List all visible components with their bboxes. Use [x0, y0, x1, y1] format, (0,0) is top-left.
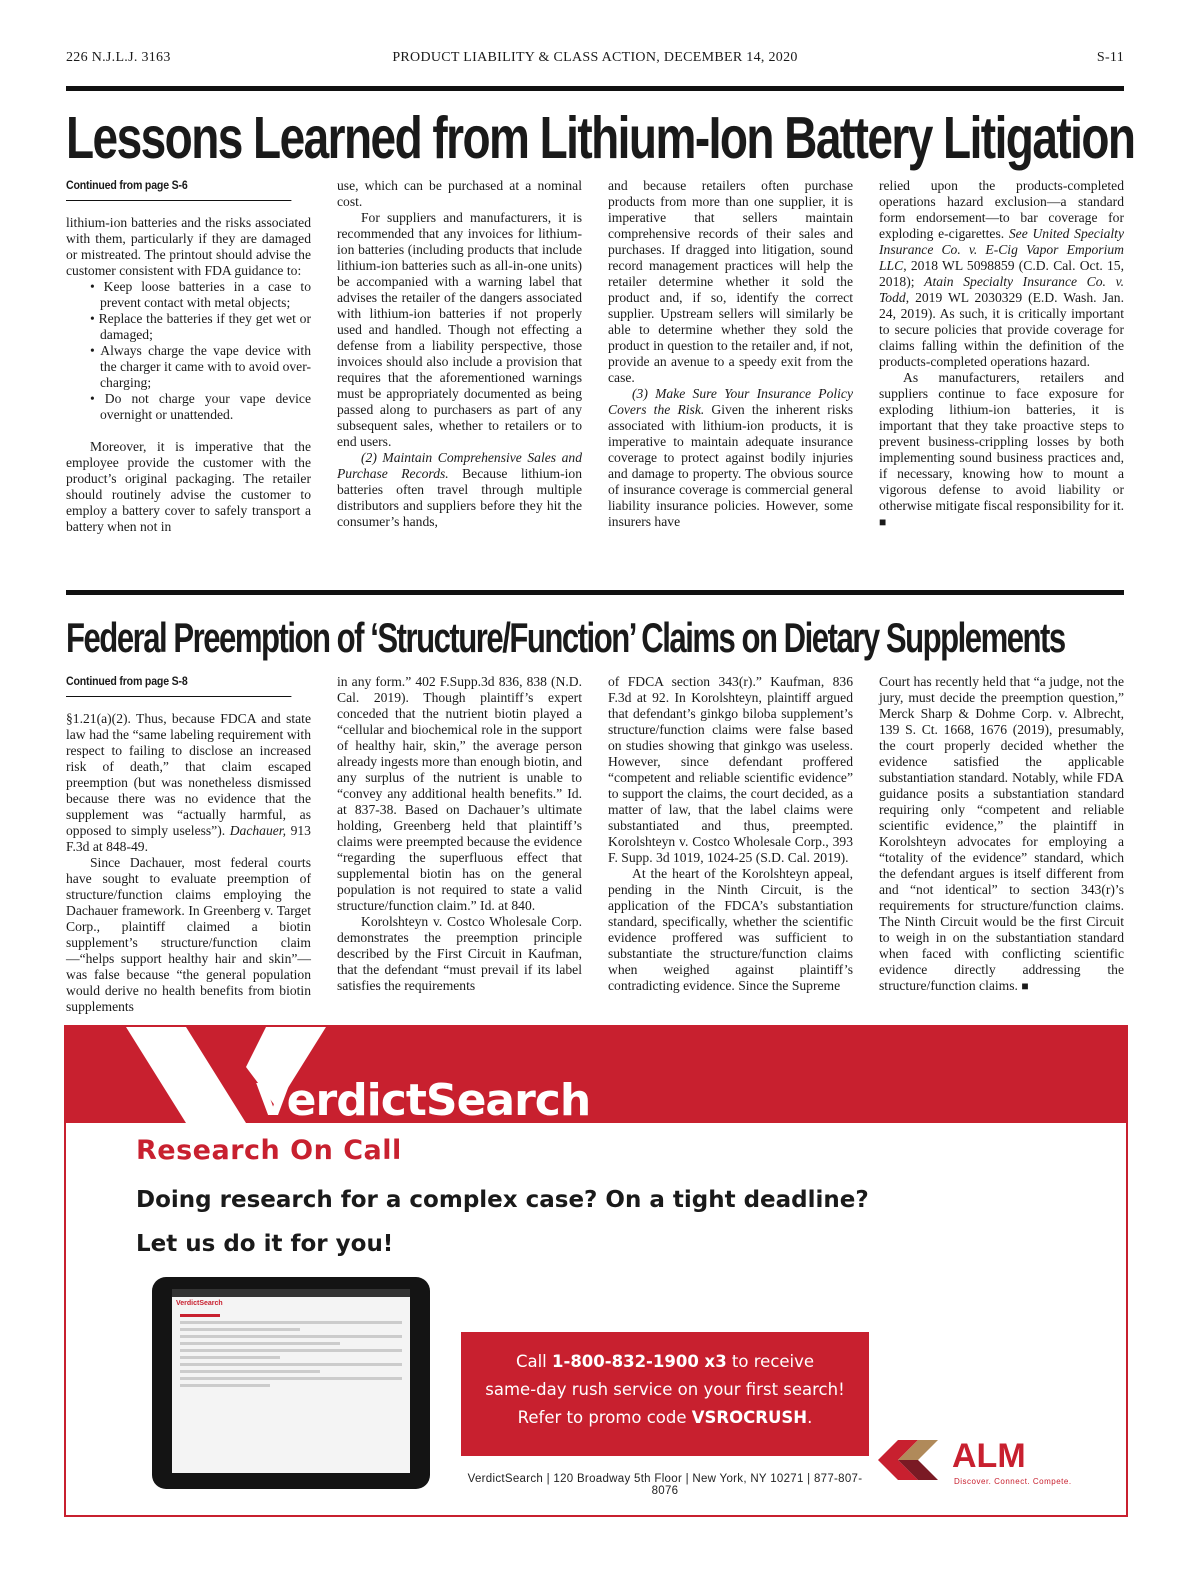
ad-address: VerdictSearch | 120 Broadway 5th Floor | New York, NY 10271 | 877-807-8076: [467, 1473, 863, 1497]
paragraph: relied upon the products-completed operations hazard exclusion—a standard form endorsement—to bar coverage for exploding e-cigarettes. See United Specialty Insurance Co. v. E-Cig Vapor Emporium LLC, 2018 WL 5098859 (C.D. Cal. Oct. 15, 2018); Atain Specialty Insurance Co. v. Todd, 2019 WL 2030329 (E.D. Wash. Jan. 24, 2019). As such, it is critically important to secure policies that provide coverage for claims falling within the definition of the products-completed operations hazard.: [879, 178, 1125, 369]
subheading: (3) Make Sure Your Insurance Policy Covers the Risk.: [608, 386, 853, 417]
page-header: [66, 50, 1124, 68]
paragraph: For suppliers and manufacturers, it is recommended that any invoices for lithium-ion batteries (including products that include lithium-ion batteries such as all-in-one units) be accompanied with a warning label that advises the retailer of the dangers associated with lithium-ion batteries if not properly used and handled. Though not effecting a defense from a liability perspective, those invoices should also include a provision that requires that the aforementioned warnings must be appropriately documented as being passed along to purchasers as part of any subsequent sales, whether to retailers or to end users.: [337, 210, 582, 449]
brand-name: VerdictSearch: [256, 1075, 591, 1126]
paragraph: Court has recently held that “a judge, not the jury, must decide the preemption question,” Merck Sharp & Dohme Corp. v. Albrecht, 139 S. Ct. 1668, 1676 (2019), presumably, the court properly decided whether the evidence satisfied the applicable substantiation standard. Notably, while FDA guidance posits a substantiation standard requiring only “competent and reliable scientific evidence,” the plaintiff in Korolshteyn advocates for employing a “totality of the evidence” standard, which the defendant argues is itself different from and “not identical” to section 343(r)’s requirements for structure/function claims. The Ninth Circuit would be the first Circuit to weigh in on the substantiation standard when faced with conflicting scientific evidence directly addressing the structure/function claims. ■: [879, 674, 1124, 993]
ad-tagline: Let us do it for you!: [136, 1231, 394, 1257]
section-rule: [66, 590, 1124, 595]
article-title-lithium: Lessons Learned from Lithium-Ion Battery Litigation: [66, 105, 1135, 171]
list-item: • Always charge the vape device with the charger it came with to avoid over-charging;: [66, 343, 311, 391]
verdictsearch-ad[interactable]: [64, 1025, 1128, 1517]
paragraph: use, which can be purchased at a nominal cost.: [337, 178, 582, 209]
paragraph: of FDCA section 343(r).” Kaufman, 836 F.3d at 92. In Korolshteyn, plaintiff argued that defendant’s ginkgo biloba supplement’s structure/function claims were false based on studies showing that ginkgo was useless. However, since defendant proffered “competent and reliable scientific evidence” to support the claims, the court decided, as a matter of law, that the label claims were substantiated and thus, preempted. Korolshteyn v. Costco Wholesale Corp., 393 F. Supp. 3d 1019, 1024-25 (S.D. Cal. 2019).: [608, 674, 853, 865]
ad-subtitle: Research On Call: [136, 1135, 402, 1166]
article1-column-2: [337, 178, 582, 530]
page-number: S-11: [1096, 50, 1124, 65]
promo-code: VSROCRUSH: [691, 1408, 808, 1427]
paragraph: in any form.” 402 F.Supp.3d 836, 838 (N.D. Cal. 2019). Though plaintiff’s expert conceded that the nutrient biotin played a “cellular and biochemical role in the support of healthy hair, skin,” the average person already ingests more than enough biotin, and any surplus of the nutrient is unable to “convey any additional health benefits.” Id. at 837-38. Based on Dachauer’s ultimate holding, Greenberg held that plaintiff’s claims were preempted because the evidence “regarding the superfluous effect that supplemental biotin has on the general population is not required to state a valid structure/function claim.” Id. at 840.: [337, 674, 582, 913]
paragraph: (2) Maintain Comprehensive Sales and Purchase Records. Because lithium-ion batteries often travel through multiple distributors and suppliers before they hit the consumer’s hands,: [337, 450, 582, 529]
article1-column-4: [879, 178, 1124, 530]
list-item: • Replace the batteries if they get wet or damaged;: [66, 311, 311, 343]
article1-column-1: [66, 178, 311, 535]
promo-box[interactable]: [461, 1332, 869, 1456]
end-mark: ■: [879, 515, 887, 529]
list-item: • Do not charge your vape device overnight or unattended.: [66, 391, 311, 423]
article-title-preemption: Federal Preemption of ‘Structure/Function’ Claims on Dietary Supplements: [66, 614, 1065, 661]
ad-question: Doing research for a complex case? On a tight deadline?: [136, 1187, 869, 1213]
paragraph: As manufacturers, retailers and suppliers continue to face exposure for exploding lithium-ion batteries, it is important that they take proactive steps to prevent business-crippling losses by both implementing sound business practices and, if necessary, knowing how to mount a vigorous defense to avoid liability or otherwise mitigate fiscal responsibility for it. ■: [879, 370, 1124, 529]
paragraph: At the heart of the Korolshteyn appeal, pending in the Ninth Circuit, is the application of the FDCA’s substantiation standard, specifically, whether the scientific evidence proffered was sufficient to substantiate the structure/function claims when weighed against plaintiff’s contradicting evidence. Since the Supreme: [608, 866, 853, 993]
phone-number[interactable]: 1-800-832-1900 x3: [551, 1352, 727, 1371]
alm-tagline: Discover. Connect. Compete.: [954, 1477, 1072, 1486]
subheading: (2) Maintain Comprehensive Sales and Purchase Records.: [337, 450, 582, 481]
tablet-image: [152, 1277, 430, 1489]
paragraph: (3) Make Sure Your Insurance Policy Covers the Risk. Given the inherent risks associated with lithium-ion products, it is imperative to maintain adequate insurance coverage to protect against bodily injuries and damage to property. The obvious source of insurance coverage is commercial general liability insurance policies. However, some insurers have: [608, 386, 853, 529]
tablet-screen: [172, 1289, 410, 1473]
list-item: • Keep loose batteries in a case to prevent contact with metal objects;: [66, 279, 311, 311]
continued-label: Continued from page S-8: [66, 674, 291, 697]
article2-column-3: [608, 674, 853, 994]
end-mark: ■: [1021, 979, 1029, 993]
publication-line: PRODUCT LIABILITY & CLASS ACTION, DECEMBER 14, 2020: [392, 50, 798, 65]
citation: 226 N.J.L.J. 3163: [66, 50, 171, 65]
ad-banner: [66, 1027, 1126, 1126]
alm-logo: [878, 1431, 1078, 1491]
paragraph: Korolshteyn v. Costco Wholesale Corp. demonstrates the preemption principle described by the First Circuit in Kaufman, that the defendant “must prevail if its label satisfies the requirements: [337, 914, 582, 993]
promo-line-1: Call 1-800-832-1900 x3 to receive: [515, 1352, 815, 1371]
paragraph: Moreover, it is imperative that the employee provide the customer with the product’s original packaging. The retailer should routinely advise the customer to employ a battery cover to safely transport a battery when not in: [66, 439, 311, 534]
paragraph: §1.21(a)(2). Thus, because FDCA and state law had the “same labeling requirement with respect to failing to disclose an increased risk of death,” that claim escaped preemption (but was nonetheless dismissed because there was no evidence that the supplement was “actually harmful, as opposed to simply useless”). Dachauer, 913 F.3d at 848-49.: [66, 711, 311, 854]
paragraph: and because retailers often purchase products from more than one supplier, it is imperative that sellers maintain comprehensive records of their sales and purchases. If dragged into litigation, sound record management practices will help the retailer determine whether it sold the product and, if so, identify the correct supplier. Upstream sellers will similarly be able to determine whether they sold the product in question to the retailer and, if not, provide an avenue to a speedy exit from the case.: [608, 178, 853, 385]
paragraph: lithium-ion batteries and the risks associated with them, particularly if they are damaged or mistreated. The printout should advise the customer consistent with FDA guidance to:: [66, 215, 311, 278]
screen-logo: VerdictSearch: [176, 1300, 223, 1307]
alm-wordmark: ALM: [952, 1437, 1026, 1475]
continued-label: Continued from page S-6: [66, 178, 291, 201]
article2-column-1: [66, 674, 311, 1015]
promo-line-2: same-day rush service on your first search!: [485, 1380, 845, 1399]
promo-line-3: Refer to promo code VSROCRUSH.: [517, 1408, 813, 1427]
article2-column-2: [337, 674, 582, 994]
top-rule: [66, 86, 1124, 91]
alm-mark-icon: [878, 1435, 948, 1485]
bullet-list: [66, 279, 311, 423]
paragraph: Since Dachauer, most federal courts have sought to evaluate preemption of structure/function claims employing the Dachauer framework. In Greenberg v. Target Corp., plaintiff claimed a biotin supplement’s structure/function claim—“helps support healthy hair and skin”—was false because “the general population would derive no health benefits from biotin supplements: [66, 855, 311, 1014]
article1-column-3: [608, 178, 853, 530]
article2-column-4: [879, 674, 1124, 994]
